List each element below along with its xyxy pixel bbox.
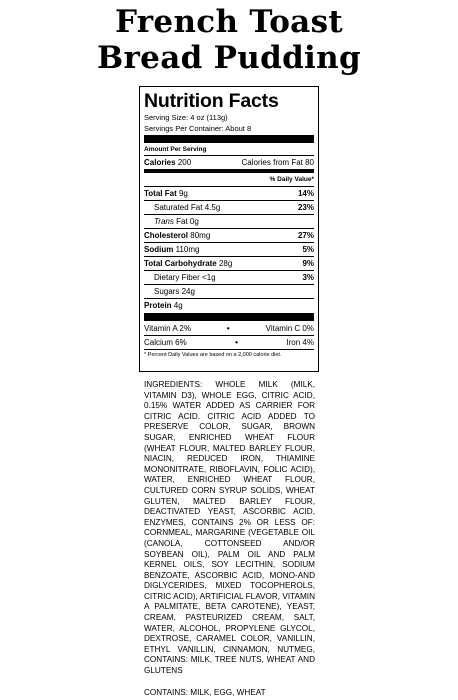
nutrition-facts-heading: Nutrition Facts <box>144 90 279 112</box>
nutrient-dv: 14% <box>297 189 314 198</box>
nutrient-label: Sodium <box>144 245 174 254</box>
nutrient-row-sugars <box>144 284 314 298</box>
vitamin-row <box>144 335 314 349</box>
nutrient-row-total-carbohydrate <box>144 256 314 270</box>
nutrient-label: Sugars <box>154 287 180 296</box>
nutrient-label: Total Fat <box>144 189 177 198</box>
calories-label: Calories <box>144 158 176 167</box>
serving-size: Serving Size: 4 oz (113g) <box>144 113 228 122</box>
calories-value: 200 <box>177 158 192 167</box>
nutrient-amount: <1g <box>202 273 216 282</box>
product-title-line-1: French Toast <box>115 4 343 40</box>
nutrient-row-total-fat <box>144 186 314 200</box>
nutrient-amount: 4.5g <box>204 203 221 212</box>
nutrient-amount: 9g <box>178 189 188 198</box>
nutrient-amount: 80mg <box>190 231 211 240</box>
calories-row <box>144 155 314 169</box>
ingredients-text: INGREDIENTS: WHOLE MILK (MILK, VITAMIN D3), WHOLE EGG, CITRIC ACID, 0.15% WATER ADDED AS CARRIER FOR CITRIC ACID. CITRIC ACID ADDED TO PRESERVE COLOR, SUGAR, BROWN SUGAR, ENRICHED WHEAT FLOUR (WHEAT FLOUR, MALTED BARLEY FLOUR, NIACIN, REDUCED IRON, THIAMINE MONONITRATE, RIBOFLAVIN, FOLIC ACID), WATER, ENRICHED WHEAT FLOUR, CULTURED CORN SYRUP SOLIDS, WHEAT GLUTEN, MALTED BARLEY FLOUR, DEACTIVATED YEAST, ASCORBIC ACID, ENZYMES, CONTAINS 2% OR LESS OF: CORNMEAL, MARGARINE (VEGETABLE OIL (CANOLA, COTTONSEED AND/OR SOYBEAN OIL), PALM OIL AND PALM KERNEL OILS, SOY LECITHIN, SODIUM BENZOATE, ASCORBIC ACID, MONO-AND DIGLYCERIDES, MIXED TOCOPHEROLS, CITRIC ACID), ARTIFICIAL FLAVOR, VITAMIN A PALMITATE, BETA CAROTENE), YEAST, CREAM, PASTEURIZED CREAM, SALT, WATER, ALCOHOL, PROPYLENE GLYCOL, DEXTROSE, CARAMEL COLOR, VANILLIN, ETHYL VANILLIN, CINNAMON, NUTMEG, CONTAINS: MILK, TREE NUTS, WHEAT AND GLUTENS <box>144 380 315 676</box>
allergen-statement: CONTAINS: MILK, EGG, WHEAT <box>144 688 266 697</box>
vitamin-right: Iron 4% <box>286 338 314 347</box>
nutrient-row-dietary-fiber <box>144 270 314 284</box>
nutrition-facts-panel <box>139 86 319 372</box>
nutrient-row-protein <box>144 298 314 312</box>
bullet-separator: • <box>235 338 238 347</box>
bullet-separator: • <box>226 324 230 333</box>
product-title-line-2: Bread Pudding <box>97 40 361 76</box>
vitamin-left: Vitamin A 2% <box>144 324 191 333</box>
nutrient-row-saturated-fat <box>144 200 314 214</box>
nutrient-row-sodium <box>144 242 314 256</box>
nutrient-label-prefix: Trans <box>154 217 174 226</box>
calories-from-fat: Calories from Fat 80 <box>241 158 314 167</box>
daily-value-header-row <box>144 173 314 186</box>
nutrient-amount: 0g <box>189 217 199 226</box>
nutrient-label: Cholesterol <box>144 231 189 240</box>
product-title <box>0 4 458 76</box>
nutrient-row-trans-fat <box>144 214 314 228</box>
servings-per-container: Servings Per Container: About 8 <box>144 124 252 133</box>
nutrient-dv: 5% <box>302 245 314 254</box>
nutrient-dv: 9% <box>302 259 314 268</box>
nutrient-label: Dietary Fiber <box>154 273 200 282</box>
nutrient-label: Fat <box>176 217 188 226</box>
vitamin-row <box>144 322 314 335</box>
nutrient-amount: 24g <box>181 287 195 296</box>
nutrient-amount: 28g <box>218 259 233 268</box>
nutrient-dv: 27% <box>297 231 314 240</box>
thick-divider <box>144 313 314 321</box>
amount-per-serving: Amount Per Serving <box>144 146 207 153</box>
nutrient-dv: 3% <box>302 273 314 282</box>
daily-value-header: % Daily Value* <box>269 176 314 183</box>
vitamin-right: Vitamin C 0% <box>265 324 314 333</box>
nutrient-amount: 4g <box>173 301 183 310</box>
nutrient-dv: 23% <box>297 203 314 212</box>
nutrient-label: Saturated Fat <box>154 203 203 212</box>
nutrient-label: Total Carbohydrate <box>144 259 217 268</box>
vitamin-left: Calcium 6% <box>144 338 187 347</box>
nutrient-amount: 110mg <box>175 245 200 254</box>
nutrient-row-cholesterol <box>144 228 314 242</box>
thick-divider <box>144 135 314 143</box>
nutrient-label: Protein <box>144 301 172 310</box>
daily-value-footnote: * Percent Daily Values are based on a 2,000 calorie diet. <box>144 349 314 360</box>
